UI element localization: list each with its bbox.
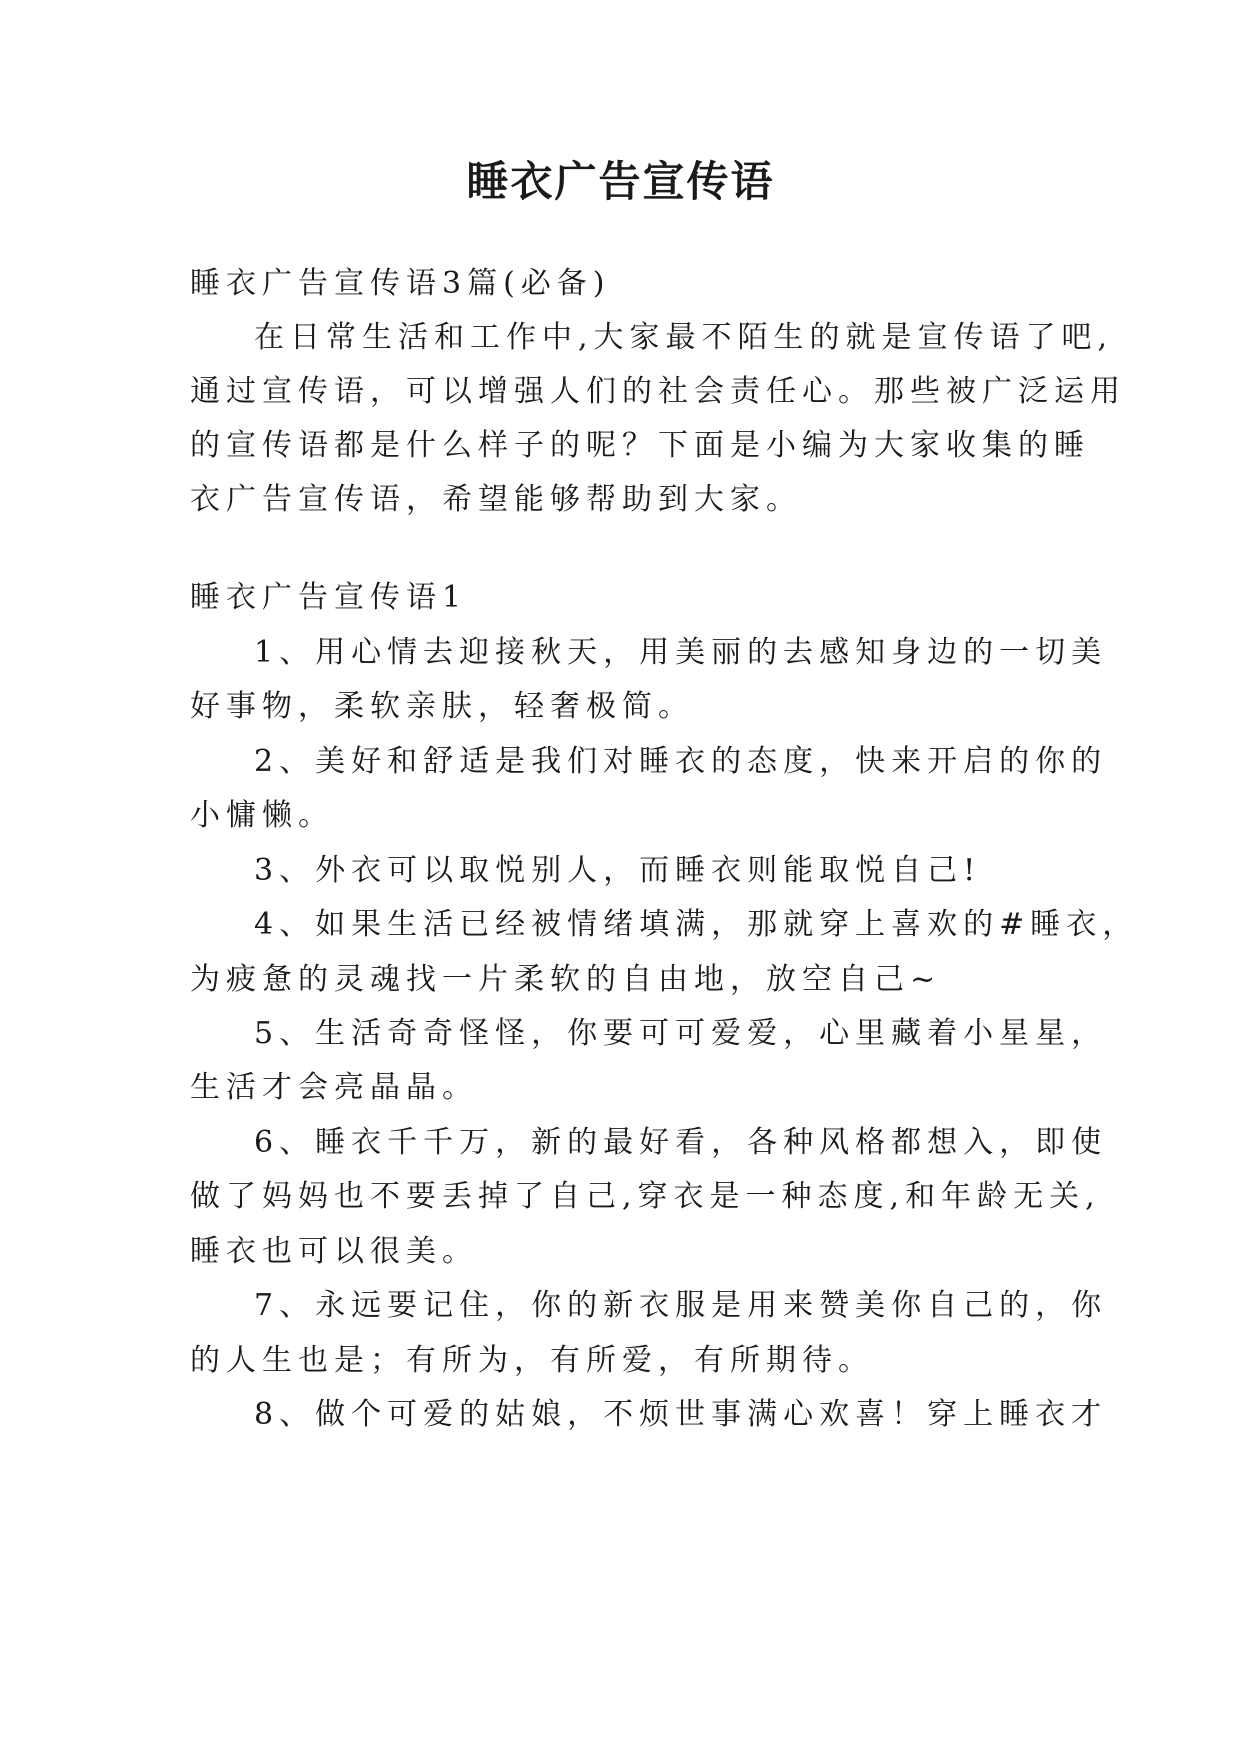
subtitle-line: 睡衣广告宣传语3篇(必备) <box>190 266 611 301</box>
paragraph-line: 的宣传语都是什么样子的呢？下面是小编为大家收集的睡 <box>190 428 1090 463</box>
paragraph-line: 衣广告宣传语，希望能够帮助到大家。 <box>190 482 802 517</box>
list-item-line: 小慵懒。 <box>190 798 334 833</box>
list-item-line: 做了妈妈也不要丢掉了自己,穿衣是一种态度,和年龄无关, <box>190 1179 1101 1214</box>
paragraph-line: 通过宣传语，可以增强人们的社会责任心。那些被广泛运用 <box>190 374 1126 409</box>
list-item-line: 5、生活奇奇怪怪，你要可可爱爱，心里藏着小星星， <box>254 1016 1108 1051</box>
list-item-line: 6、睡衣千千万，新的最好看，各种风格都想入，即使 <box>254 1125 1108 1160</box>
document-title: 睡衣广告宣传语 <box>466 157 775 206</box>
paragraph-line: 在日常生活和工作中,大家最不陌生的就是宣传语了吧, <box>254 320 1114 355</box>
list-item-line: 7、永远要记住，你的新衣服是用来赞美你自己的，你 <box>254 1288 1108 1323</box>
list-item-line: 好事物，柔软亲肤，轻奢极简。 <box>190 689 694 724</box>
list-item-line: 1、用心情去迎接秋天，用美丽的去感知身边的一切美 <box>254 635 1108 670</box>
list-item-line: 3、外衣可以取悦别人，而睡衣则能取悦自己! <box>254 853 982 888</box>
list-item-line: 8、做个可爱的姑娘，不烦世事满心欢喜！穿上睡衣才 <box>254 1397 1108 1432</box>
section-heading: 睡衣广告宣传语1 <box>190 580 468 615</box>
list-item-line: 4、如果生活已经被情绪填满，那就穿上喜欢的#睡衣， <box>254 907 1139 942</box>
list-item-line: 2、美好和舒适是我们对睡衣的态度，快来开启的你的 <box>254 744 1108 779</box>
list-item-line: 的人生也是；有所为，有所爱，有所期待。 <box>190 1343 874 1378</box>
list-item-line: 睡衣也可以很美。 <box>190 1234 478 1269</box>
list-item-line: 生活才会亮晶晶。 <box>190 1070 478 1105</box>
list-item-line: 为疲惫的灵魂找一片柔软的自由地，放空自己~ <box>190 962 942 997</box>
